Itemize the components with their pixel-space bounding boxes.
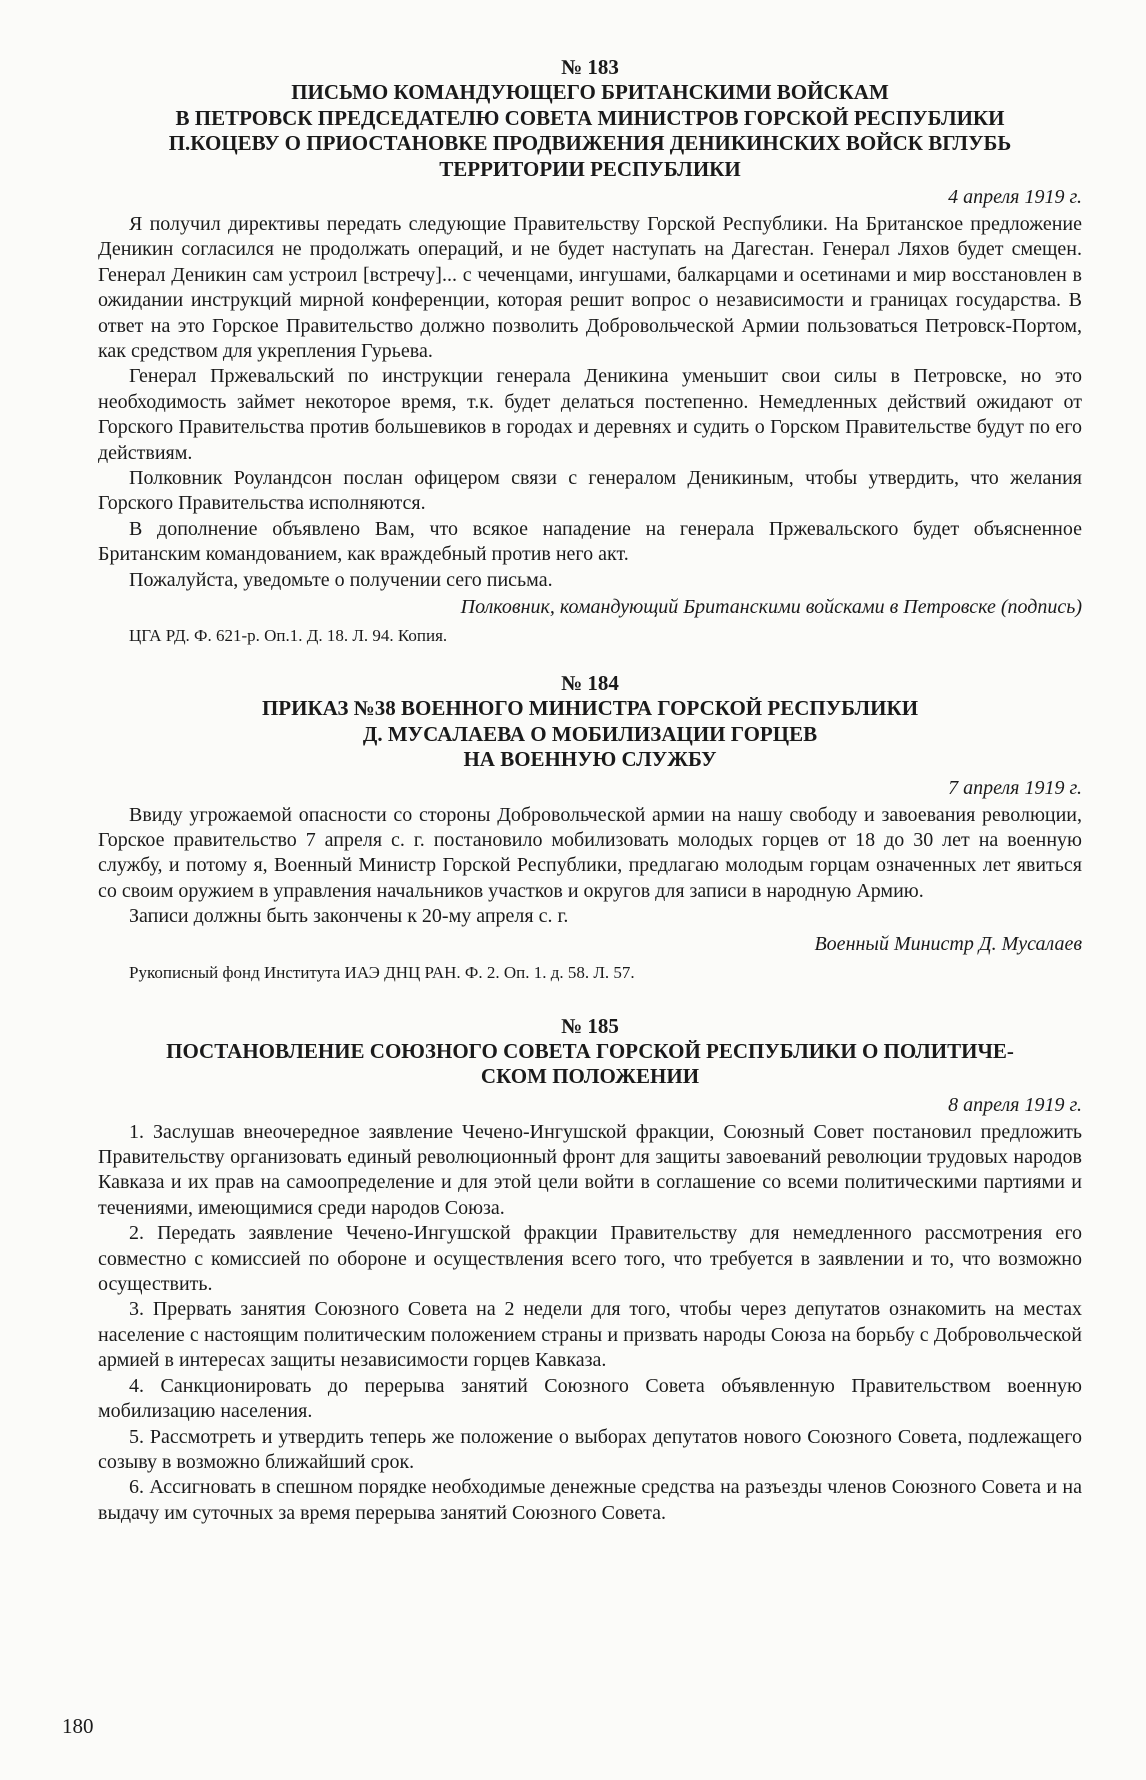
paragraph: 2. Передать заявление Чечено-Ингушской фракции Правительству для немедленного рассмотрения его совместно с комиссией по обороне и осуществления всего того, что требуется в заявлении и то, что возможно осуществить. (98, 1222, 1082, 1296)
paragraph: Ввиду угрожаемой опасности со стороны Добровольческой армии на нашу свободу и завоевания революции, Горское правительство 7 апреля с. г. постановило мобилизовать молодых горцев от 18 до 30 лет на военную службу, и потому я, Военный Министр Горской Республики, предлагаю молодым горцам означенных лет явиться со своим оружием в управления начальников участков и округов для записи в народную Армию. (98, 803, 1082, 902)
document-title (98, 80, 1082, 182)
paragraph: 1. Заслушав внеочередное заявление Чечено-Ингушской фракции, Союзный Совет постановил предложить Правительству организовать единый революционный фронт для защиты завоеваний революции трудовых народов Кавказа и их прав на самоопределение и для этой цели войти в соглашение со всеми политическими партиями и течениями, имеющимися среди народов Союза. (98, 1120, 1082, 1219)
document-183 (98, 54, 1082, 648)
title-line: В ПЕТРОВСК ПРЕДСЕДАТЕЛЮ СОВЕТА МИНИСТРОВ ГОРСКОЙ РЕСПУБЛИКИ (175, 105, 1005, 130)
document-number: № 184 (561, 671, 619, 696)
title-line: ТЕРРИТОРИИ РЕСПУБЛИКИ (439, 156, 741, 181)
paragraph: 5. Рассмотреть и утвердить теперь же положение о выборах депутатов нового Союзного Совета, подлежащего созыву в возможно ближайший срок. (98, 1425, 1082, 1473)
paragraph: Генерал Пржевальский по инструкции генерала Деникина уменьшит свои силы в Петровске, но это необходимость займет некоторое время, т.к. будет делаться постепенно. Немедленных действий ожидают от Горского Правительства против большевиков в городах и деревнях и судить о Горском Правительстве будут по его действиям. (98, 365, 1082, 464)
paragraph: В дополнение объявлено Вам, что всякое нападение на генерала Пржевальского будет объясненное Британским командованием, как враждебный против него акт. (98, 517, 1082, 566)
document-number: № 185 (561, 1013, 619, 1038)
paragraph: 6. Ассигновать в спешном порядке необходимые денежные средства на разъезды членов Союзного Совета и на выдачу им суточных за время перерыва занятий Союзного Совета. (98, 1476, 1082, 1524)
title-line: ПОСТАНОВЛЕНИЕ СОЮЗНОГО СОВЕТА ГОРСКОЙ РЕСПУБЛИКИ О ПОЛИТИЧЕ- (166, 1038, 1014, 1063)
page-content (98, 54, 1082, 1526)
title-line: НА ВОЕННУЮ СЛУЖБУ (463, 747, 717, 772)
paragraph: 3. Прервать занятия Союзного Совета на 2 недели для того, чтобы через депутатов ознакомить на местах население с настоящим политическим положением страны и призвать народы Союза на борьбу с Добровольческой армией в интересах защиты независимости горцев Кавказа. (98, 1298, 1082, 1372)
document-title (98, 696, 1082, 773)
title-line: ПРИКАЗ №38 ВОЕННОГО МИНИСТРА ГОРСКОЙ РЕСПУБЛИКИ (261, 696, 919, 721)
title-line: П.КОЦЕВУ О ПРИОСТАНОВКЕ ПРОДВИЖЕНИЯ ДЕНИКИНСКИХ ВОЙСК ВГЛУБЬ (168, 131, 1012, 155)
archive-source: ЦГА РД. Ф. 621-р. Оп.1. Д. 18. Л. 94. Копия. (129, 626, 448, 646)
signature: Военный Министр Д. Мусалаев (814, 932, 1082, 955)
document-date: 7 апреля 1919 г. (948, 776, 1082, 799)
paragraph: Записи должны быть закончены к 20-му апреля с. г. (129, 905, 569, 928)
document-number: № 183 (561, 55, 619, 79)
title-line: ПИСЬМО КОМАНДУЮЩЕГО БРИТАНСКИМИ ВОЙСКАМ (291, 80, 889, 104)
paragraph: Полковник Роуландсон послан офицером связи с генералом Деникиным, чтобы утвердить, что желания Горского Правительства исполняются. (98, 467, 1082, 515)
title-line: СКОМ ПОЛОЖЕНИИ (480, 1064, 700, 1089)
archive-source: Рукописный фонд Института ИАЭ ДНЦ РАН. Ф. 2. Оп. 1. д. 58. Л. 57. (129, 962, 635, 982)
document-184 (98, 670, 1082, 985)
document-title (98, 1039, 1082, 1090)
document-185 (98, 1013, 1082, 1527)
signature: Полковник, командующий Британскими войсками в Петровске (подпись) (460, 596, 1082, 619)
document-date: 4 апреля 1919 г. (948, 186, 1082, 208)
title-line: Д. МУСАЛАЕВА О МОБИЛИЗАЦИИ ГОРЦЕВ (362, 721, 818, 746)
paragraph: Я получил директивы передать следующие Правительству Горской Республики. На Британское предложение Деникин согласился не продолжать операций, и не будет наступать на Дагестан. Генерал Ляхов будет смещен. Генерал Деникин сам устроил [встречу]... с чеченцами, ингушами, балкарцами и осетинами и мир восстановлен в ожидании инструкций мирной конференции, которая решит вопрос о независимости и границах государства. В ответ на это Горское Правительство должно позволить Добровольческой Армии пользоваться Петровск-Портом, как средством для укрепления Гурьева. (98, 213, 1082, 363)
document-date: 8 апреля 1919 г. (948, 1093, 1082, 1116)
paragraph: 4. Санкционировать до перерыва занятий Союзного Совета объявленную Правительством военную мобилизацию населения. (98, 1374, 1082, 1423)
page-number: 180 (62, 1714, 94, 1738)
paragraph: Пожалуйста, уведомьте о получении сего письма. (129, 568, 553, 591)
